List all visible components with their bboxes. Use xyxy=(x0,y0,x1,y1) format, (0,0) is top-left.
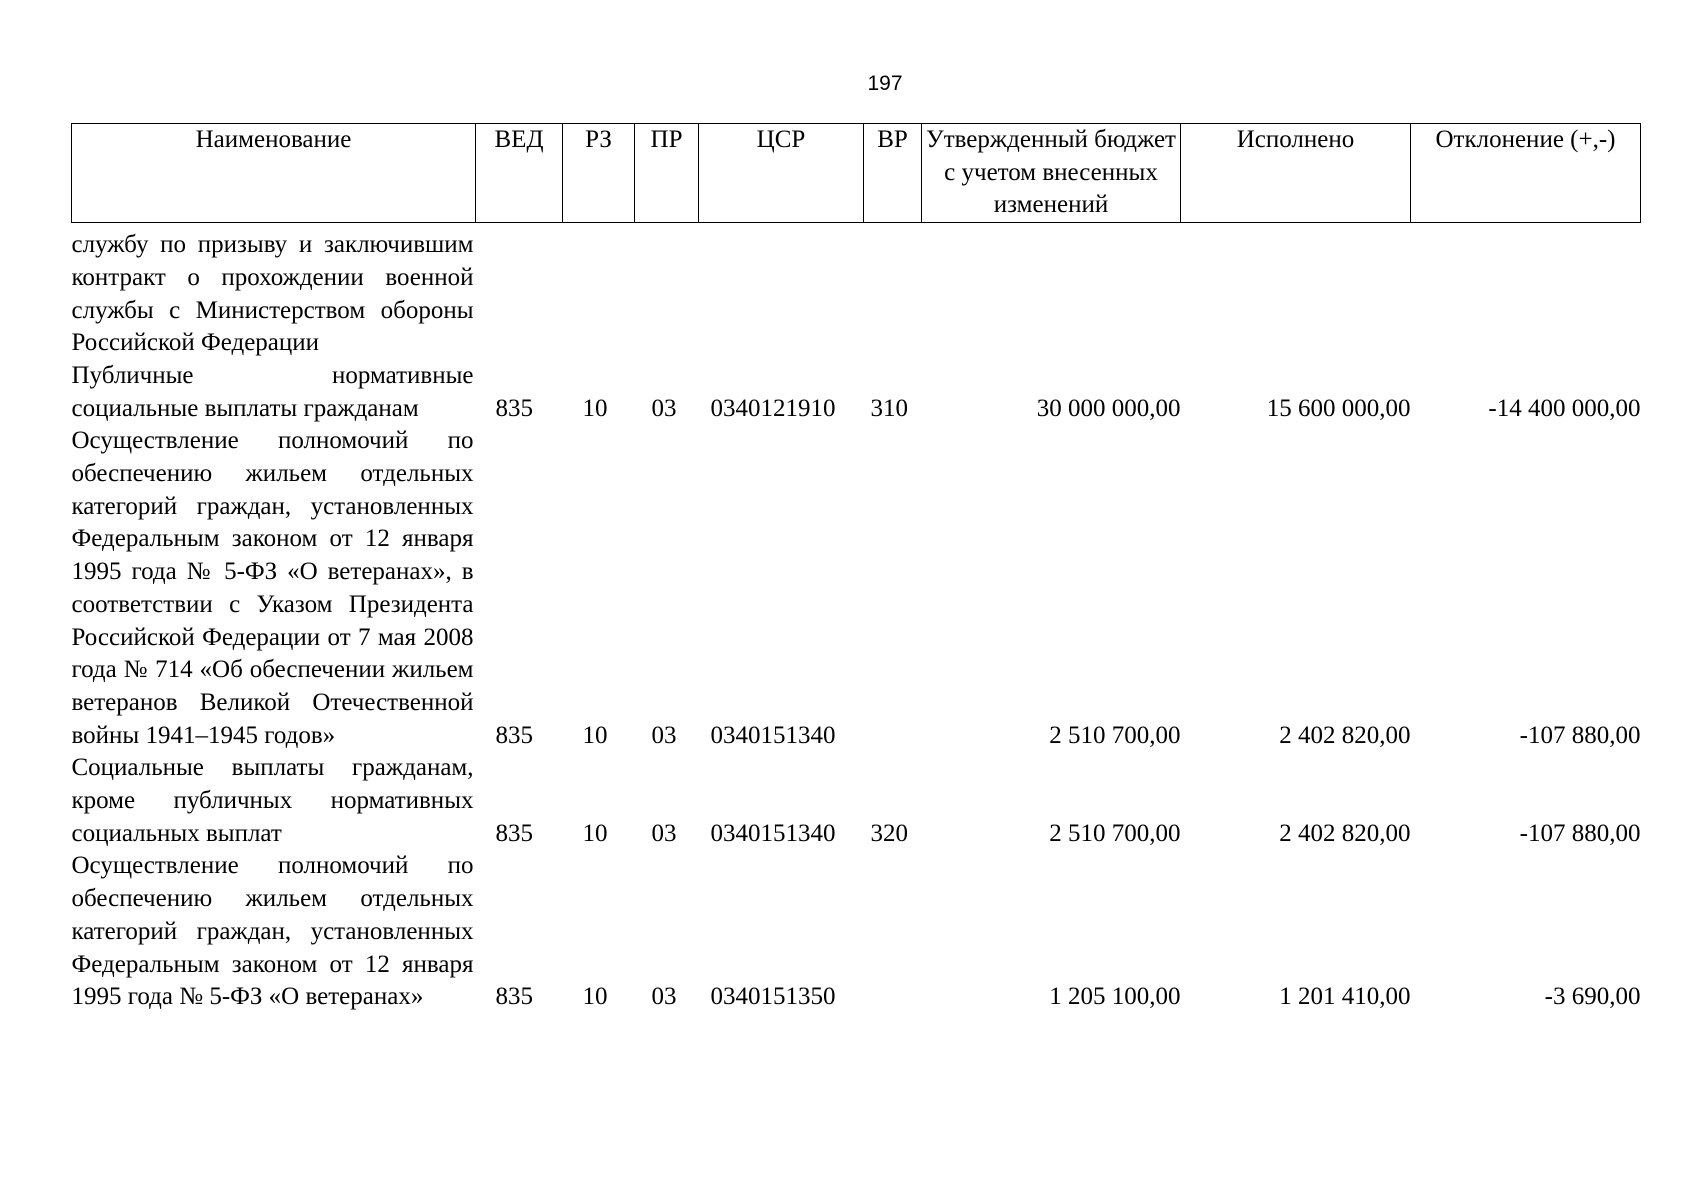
table-header-row xyxy=(72,124,1641,223)
row-budget: 2 510 700,00 xyxy=(1049,721,1181,749)
page-number: 197 xyxy=(867,72,903,95)
row-pr: 03 xyxy=(651,394,677,422)
header-ved: ВЕД xyxy=(476,124,563,223)
budget-table xyxy=(71,123,1641,1014)
row-csr: 0340121910 xyxy=(710,394,836,422)
row-ved: 835 xyxy=(495,819,533,847)
row-rz: 10 xyxy=(582,721,608,749)
row-name: Осуществление полномочий по обеспечению жильем отдельных категорий граждан, установленных Федеральным законом от 12 января 1995 года № 5-ФЗ «О ветеранах» xyxy=(71,852,474,1011)
row-name: Публичные нормативные социальные выплаты гражданам xyxy=(71,361,474,422)
row-budget: 2 510 700,00 xyxy=(1049,819,1181,847)
row-executed: 2 402 820,00 xyxy=(1279,721,1411,749)
row-pr: 03 xyxy=(651,819,677,847)
row-pr: 03 xyxy=(651,721,677,749)
table-row xyxy=(72,223,1641,360)
row-vr xyxy=(864,223,922,360)
header-budget: Утвержденный бюджет с учетом внесенных изменений xyxy=(922,124,1181,223)
row-deviation xyxy=(1411,223,1641,360)
table-row xyxy=(72,360,1641,425)
row-vr xyxy=(864,850,922,1014)
table-row xyxy=(72,752,1641,850)
header-pr: ПР xyxy=(635,124,699,223)
table-row xyxy=(72,425,1641,752)
row-deviation: -107 880,00 xyxy=(1519,721,1641,749)
row-csr xyxy=(699,223,864,360)
row-rz xyxy=(563,223,635,360)
row-budget xyxy=(922,223,1181,360)
row-name: Осуществление полномочий по обеспечению жильем отдельных категорий граждан, установленных Федеральным законом от 12 января 1995 года № 5-ФЗ «О ветеранах», в соответствии с Указом Президента Российской Федерации от 7 мая 2008 года № 714 «Об обеспечении жильем ветеранов Великой Отечественной войны 1941–1945 годов» xyxy=(71,427,474,749)
header-rz: РЗ xyxy=(563,124,635,223)
row-ved: 835 xyxy=(495,983,533,1011)
row-ved: 835 xyxy=(495,721,533,749)
header-csr: ЦСР xyxy=(699,124,864,223)
row-rz: 10 xyxy=(582,394,608,422)
header-deviation: Отклонение (+,-) xyxy=(1411,124,1641,223)
row-budget: 1 205 100,00 xyxy=(1049,983,1181,1011)
row-csr: 0340151340 xyxy=(710,819,836,847)
row-executed: 1 201 410,00 xyxy=(1279,983,1411,1011)
header-executed: Исполнено xyxy=(1181,124,1411,223)
row-ved xyxy=(476,223,563,360)
row-pr xyxy=(635,223,699,360)
row-name: Социальные выплаты гражданам, кроме публичных нормативных социальных выплат xyxy=(71,754,474,847)
row-executed: 15 600 000,00 xyxy=(1266,394,1411,422)
header-name: Наименование xyxy=(72,124,476,223)
row-budget: 30 000 000,00 xyxy=(1036,394,1181,422)
row-deviation: -14 400 000,00 xyxy=(1488,394,1641,422)
row-name: службу по призыву и заключившим контракт о прохождении военной службы с Министерством обороны Российской Федерации xyxy=(71,231,474,357)
row-rz: 10 xyxy=(582,819,608,847)
row-executed: 2 402 820,00 xyxy=(1279,819,1411,847)
row-vr: 310 xyxy=(870,394,908,422)
row-deviation: -3 690,00 xyxy=(1544,983,1641,1011)
row-pr: 03 xyxy=(651,983,677,1011)
header-vr: ВР xyxy=(864,124,922,223)
row-ved: 835 xyxy=(495,394,533,422)
row-vr: 320 xyxy=(870,819,908,847)
table-row xyxy=(72,850,1641,1014)
row-csr: 0340151350 xyxy=(710,983,836,1011)
row-rz: 10 xyxy=(582,983,608,1011)
row-csr: 0340151340 xyxy=(710,721,836,749)
row-deviation: -107 880,00 xyxy=(1519,819,1641,847)
row-executed xyxy=(1181,223,1411,360)
row-vr xyxy=(864,425,922,752)
